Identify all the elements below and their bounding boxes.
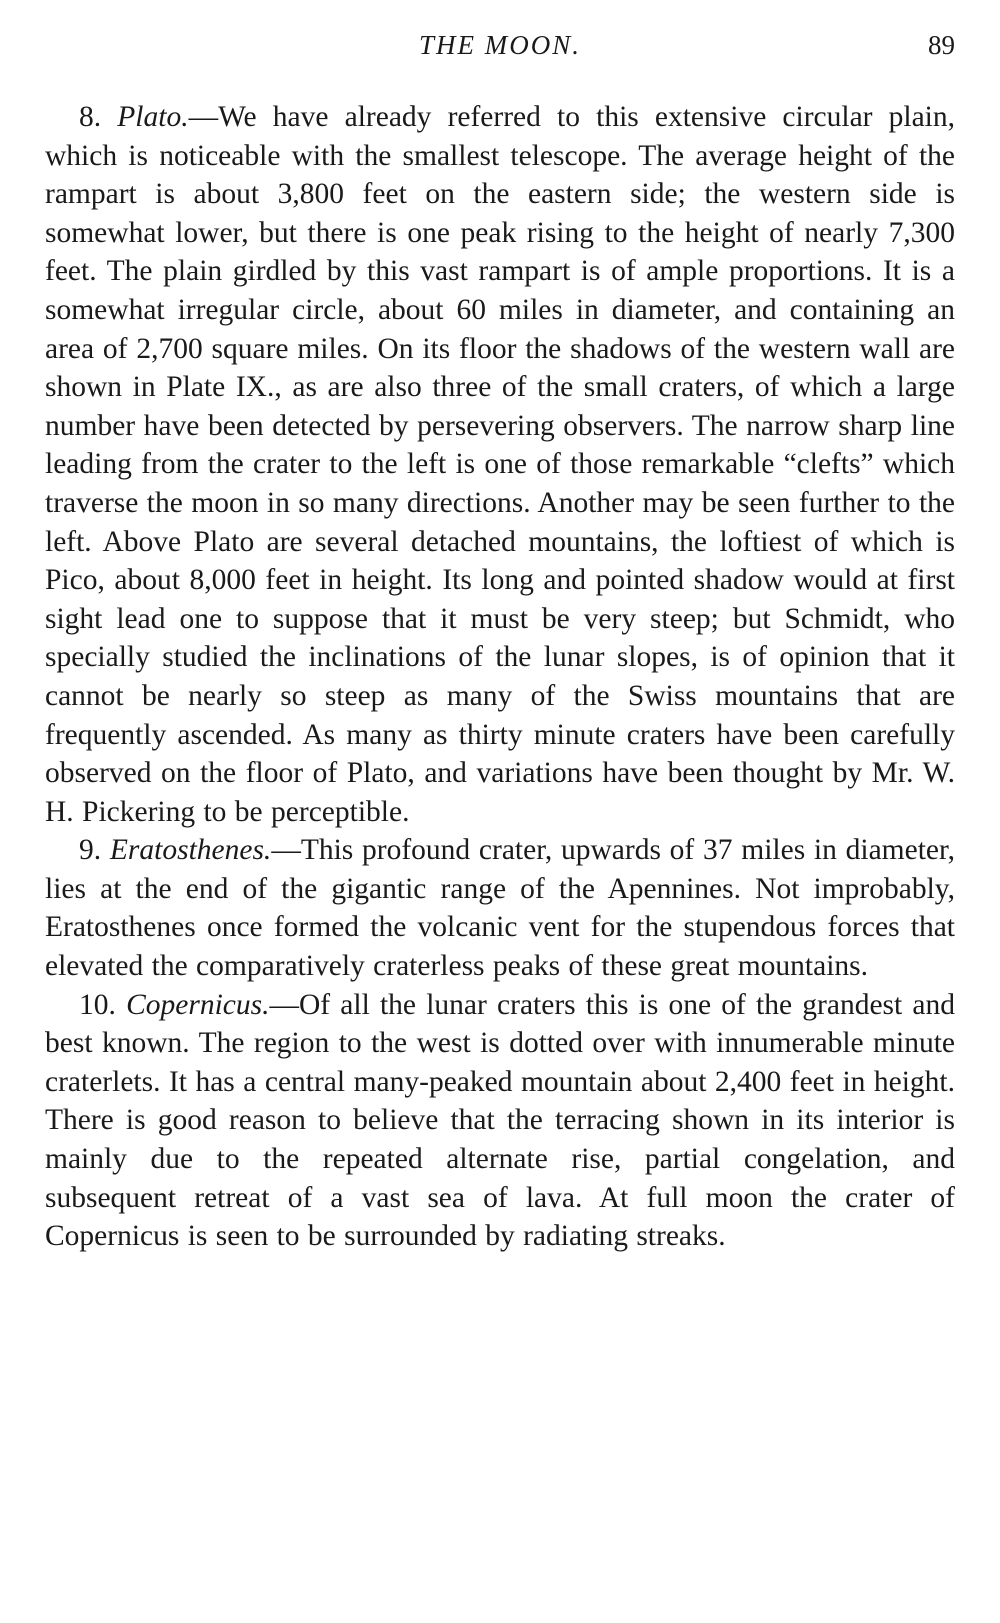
paragraph-text: —We have already referred to this extensive circular plain, which is noticeable with the smallest telescope. The average height of the rampart is about 3,800 feet on the eastern side; the western side is somewhat lower, but there is one peak rising to the height of nearly 7,300 feet. The plain girdled by this vast rampart is of ample proportions. It is a somewhat irregular circle, about 60 miles in diameter, and containing an area of 2,700 square miles. On its floor the shadows of the western wall are shown in Plate IX., as are also three of the small craters, of which a large number have been detected by persevering observers. The narrow sharp line leading from the crater to the left is one of those remarkable “clefts” which traverse the moon in so many directions. Another may be seen further to the left. Above Plato are several detached mountains, the loftiest of which is Pico, about 8,000 feet in height. Its long and pointed shadow would at first sight lead one to suppose that it must be very steep; but Schmidt, who specially studied the inclinations of the lunar slopes, is of opinion that it cannot be nearly so steep as many of the Swiss mountains that are frequently ascended. As many as thirty minute craters have been carefully observed on the floor of Plato, and variations have been thought by Mr. W. H. Pickering to be perceptible. xyxy=(45,101,956,828)
section-lead-plato: Plato. xyxy=(117,101,189,133)
paragraph-number: 10. xyxy=(79,988,116,1021)
paragraph-number: 8. xyxy=(79,101,102,133)
page-number: 89 xyxy=(928,30,955,60)
paragraph-copernicus xyxy=(45,986,955,1256)
section-lead-eratosthenes: Eratosthenes. xyxy=(109,834,272,867)
running-title: THE MOON. xyxy=(418,30,581,60)
paragraph-eratosthenes xyxy=(45,831,955,985)
body-text xyxy=(45,98,955,1256)
paragraph-number: 9. xyxy=(79,834,102,867)
paragraph-text: —Of all the lunar craters this is one of the grandest and best known. The region to the west is dotted over with innumerable minute craterlets. It has a central many-peaked mountain about 2,400 feet in height. There is good reason to believe that the terracing shown in its interior is mainly due to the repeated alternate rise, partial congelation, and subsequent retreat of a vast sea of lava. At full moon the crater of Copernicus is seen to be surrounded by radiating streaks. xyxy=(45,988,956,1253)
section-lead-copernicus: Copernicus. xyxy=(126,988,270,1021)
running-header xyxy=(45,24,955,72)
paragraph-text: —This profound crater, upwards of 37 miles in diameter, lies at the end of the gigantic range of the Apennines. Not improbably, Eratosthenes once formed the volcanic vent for the stupendous forces that elevated the comparatively craterless peaks of these great mountains. xyxy=(45,834,956,983)
paragraph-plato xyxy=(45,98,955,831)
book-page xyxy=(45,24,955,1256)
